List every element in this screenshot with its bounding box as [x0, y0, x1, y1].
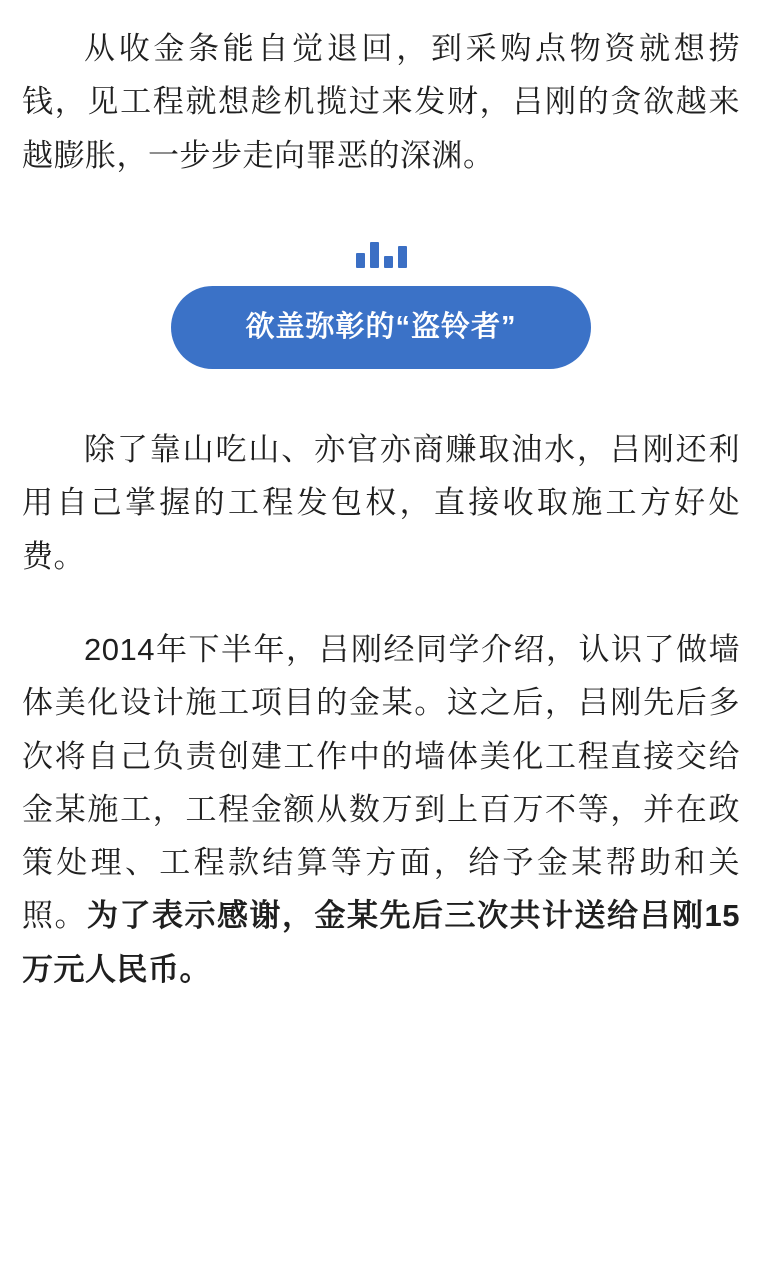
paragraph-3: [22, 623, 740, 996]
paragraph-2: 除了靠山吃山、亦官亦商赚取油水，吕刚还利用自己掌握的工程发包权，直接收取施工方好处费。: [22, 431, 740, 574]
paragraph-3-normal: 2014年下半年，吕刚经同学介绍，认识了做墙体美化设计施工项目的金某。这之后，吕刚先后多次将自己负责创建工作中的墙体美化工程直接交给金某施工，工程金额从数万到上百万不等，并在政策处理、工程款结算等方面，给予金某帮助和关照。: [22, 631, 740, 934]
top-spacer: [22, 10, 740, 22]
bar-chart-bar-3: [384, 256, 393, 268]
bar-chart-bar-2: [370, 242, 379, 268]
bar-chart-icon: [22, 234, 740, 268]
section-heading-pill: 欲盖弥彰的“盗铃者”: [171, 286, 591, 369]
bar-chart-bar-1: [356, 253, 365, 268]
section-heading: [22, 234, 740, 369]
paragraph-3-emphasis: 为了表示感谢，金某先后三次共计送给吕刚15万元人民币。: [22, 898, 741, 987]
paragraph-1: 从收金条能自觉退回，到采购点物资就想捞钱，见工程就想趁机揽过来发财，吕刚的贪欲越来越膨胀，一步步走向罪恶的深渊。: [22, 31, 740, 173]
bar-chart-bar-4: [398, 246, 407, 268]
